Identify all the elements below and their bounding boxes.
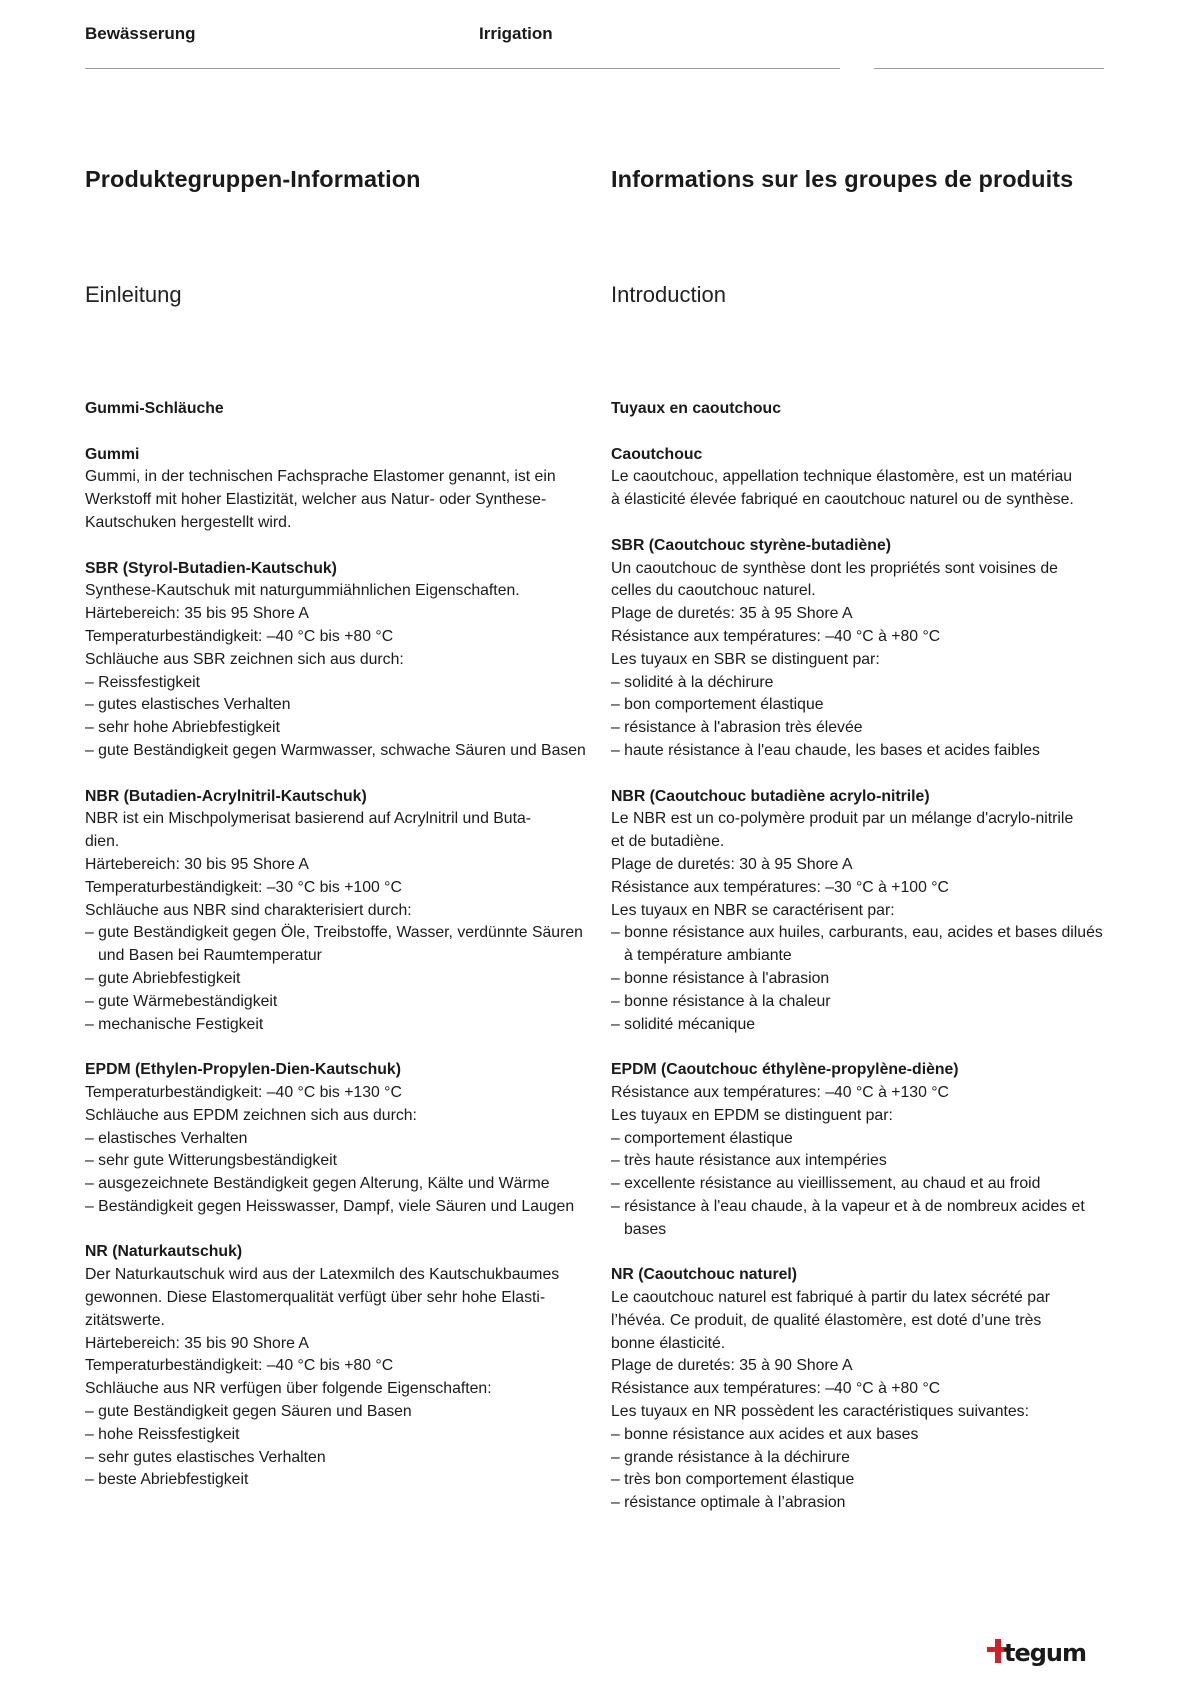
text-line: celles du caoutchouc naturel.	[611, 582, 816, 600]
list-item: – gute Beständigkeit gegen Säuren und Basen	[85, 1403, 412, 1421]
text-line: Résistance aux températures: –40 °C à +80 °C	[611, 627, 941, 645]
text-line: Les tuyaux en EPDM se distinguent par:	[611, 1106, 893, 1124]
block-title: EPDM (Ethylen-Propylen-Dien-Kautschuk)	[85, 1061, 401, 1079]
text-line: Résistance aux températures: –40 °C à +130 °C	[611, 1083, 949, 1101]
list-item: – haute résistance à l'eau chaude, les bases et acides faibles	[611, 741, 1040, 759]
block-title: NBR (Butadien-Acrylnitril-Kautschuk)	[85, 787, 367, 805]
block-title: NR (Naturkautschuk)	[85, 1243, 243, 1261]
text-line: Temperaturbeständigkeit: –40 °C bis +130 °C	[85, 1083, 402, 1101]
logo-cross-stem	[995, 1639, 1001, 1663]
list-item: – comportement élastique	[611, 1129, 793, 1147]
list-item: – gute Wärmebeständigkeit	[85, 992, 278, 1010]
list-item: – bonne résistance aux huiles, carburants, eau, acides et bases dilués à température ambiante	[611, 924, 1103, 965]
text-line: NBR ist ein Mischpolymerisat basierend auf Acrylnitril und Buta-	[85, 810, 532, 828]
list-item: – gutes elastisches Verhalten	[85, 696, 291, 714]
header-rule-side	[874, 68, 1104, 69]
list-item: – bonne résistance à la chaleur	[611, 992, 831, 1010]
list-item: – Beständigkeit gegen Heisswasser, Dampf, viele Säuren und Laugen	[85, 1197, 575, 1215]
list-item: – hohe Reissfestigkeit	[85, 1425, 240, 1443]
subtitle-fr: Introduction	[611, 282, 726, 307]
text-line: Härtebereich: 35 bis 95 Shore A	[85, 605, 309, 623]
text-line: dien.	[85, 833, 120, 851]
list-item: – résistance à l'abrasion très élevée	[611, 719, 863, 737]
text-line: Synthese-Kautschuk mit naturgummiähnlichen Eigenschaften.	[85, 582, 520, 600]
list-item: – solidité à la déchirure	[611, 673, 774, 691]
list-item: – Reissfestigkeit	[85, 673, 201, 691]
german-column	[85, 398, 590, 1515]
list-item: – mechanische Festigkeit	[85, 1015, 264, 1033]
list-item: – bonne résistance à l'abrasion	[611, 969, 830, 987]
subtitle-de: Einleitung	[85, 282, 182, 307]
text-line: Plage de duretés: 35 à 90 Shore A	[611, 1357, 853, 1375]
page-title-fr: Informations sur les groupes de produits	[611, 166, 1074, 192]
text-line: zitätswerte.	[85, 1311, 165, 1329]
text-line: Der Naturkautschuk wird aus der Latexmilch des Kautschukbaumes	[85, 1266, 560, 1284]
block-title: Caoutchouc	[611, 445, 703, 463]
block-nbr	[85, 786, 590, 1037]
list-item: – résistance à l'eau chaude, à la vapeur et à de nombreux acides et bases	[611, 1197, 1085, 1238]
text-line: Le caoutchouc, appellation technique élastomère, est un matériau	[611, 468, 1073, 486]
list-item: – elastisches Verhalten	[85, 1129, 248, 1147]
text-line: et de butadiène.	[611, 833, 725, 851]
block-title: NR (Caoutchouc naturel)	[611, 1266, 798, 1284]
header-rule-main	[85, 68, 840, 69]
section-title: Tuyaux en caoutchouc	[611, 400, 781, 417]
list-item: – gute Beständigkeit gegen Warmwasser, schwache Säuren und Basen	[85, 741, 586, 759]
tegum-logo	[985, 1637, 1105, 1667]
french-column	[611, 398, 1111, 1538]
block-title: Gummi	[85, 445, 140, 463]
list-item: – gute Abriebfestigkeit	[85, 969, 241, 987]
text-line: Le NBR est un co-polymère produit par un mélange d'acrylo-nitrile	[611, 810, 1074, 828]
section-title: Gummi-Schläuche	[85, 400, 224, 417]
block-epdm	[611, 1059, 1111, 1241]
text-line: Schläuche aus SBR zeichnen sich aus durch:	[85, 650, 404, 668]
block-sbr	[611, 535, 1111, 763]
text-line: Werkstoff mit hoher Elastizität, welcher aus Natur- oder Synthese-	[85, 491, 547, 509]
block-gummi	[85, 444, 590, 535]
text-line: Gummi, in der technischen Fachsprache Elastomer genannt, ist ein	[85, 468, 556, 486]
text-line: bonne élasticité.	[611, 1334, 726, 1352]
block-title: EPDM (Caoutchouc éthylène-propylène-diène)	[611, 1061, 959, 1079]
text-line: Härtebereich: 35 bis 90 Shore A	[85, 1334, 309, 1352]
text-line: Temperaturbeständigkeit: –40 °C bis +80 °C	[85, 627, 394, 645]
list-item: – grande résistance à la déchirure	[611, 1448, 850, 1466]
text-line: Le caoutchouc naturel est fabriqué à partir du latex sécrété par	[611, 1289, 1051, 1307]
text-line: Plage de duretés: 30 à 95 Shore A	[611, 855, 853, 873]
block-title: SBR (Styrol-Butadien-Kautschuk)	[85, 559, 337, 577]
text-line: Schläuche aus NR verfügen über folgende Eigenschaften:	[85, 1380, 492, 1398]
logo-wordmark: tegum	[1004, 1639, 1087, 1667]
block-nbr	[611, 786, 1111, 1037]
list-item: – bonne résistance aux acides et aux bases	[611, 1425, 919, 1443]
block-caoutchouc	[611, 444, 1111, 512]
header-right-label: Irrigation	[479, 24, 553, 43]
block-nr	[611, 1264, 1111, 1515]
text-line: Les tuyaux en NBR se caractérisent par:	[611, 901, 895, 919]
list-item: – sehr hohe Abriebfestigkeit	[85, 719, 280, 737]
text-line: Temperaturbeständigkeit: –40 °C bis +80 °C	[85, 1357, 394, 1375]
list-item: – gute Beständigkeit gegen Öle, Treibstoffe, Wasser, verdünnte Säuren und Basen bei Raumtemperatur	[85, 924, 583, 965]
list-item: – très bon comportement élastique	[611, 1471, 855, 1489]
list-item: – sehr gute Witterungsbeständigkeit	[85, 1152, 338, 1170]
list-item: – bon comportement élastique	[611, 696, 824, 714]
text-line: Un caoutchouc de synthèse dont les propriétés sont voisines de	[611, 559, 1058, 577]
block-nr	[85, 1241, 590, 1492]
block-title: NBR (Caoutchouc butadiène acrylo-nitrile)	[611, 787, 930, 805]
text-line: Résistance aux températures: –30 °C à +100 °C	[611, 878, 949, 896]
text-line: Schläuche aus EPDM zeichnen sich aus durch:	[85, 1106, 417, 1124]
block-title: SBR (Caoutchouc styrène-butadiène)	[611, 536, 891, 554]
list-item: – résistance optimale à l’abrasion	[611, 1494, 846, 1512]
block-sbr	[85, 558, 590, 763]
list-item: – solidité mécanique	[611, 1015, 756, 1033]
text-line: gewonnen. Diese Elastomerqualität verfügt über sehr hohe Elasti-	[85, 1289, 546, 1307]
text-line: Les tuyaux en NR possèdent les caractéristiques suivantes:	[611, 1403, 1029, 1421]
text-line: Résistance aux températures: –40 °C à +80 °C	[611, 1380, 941, 1398]
list-item: – beste Abriebfestigkeit	[85, 1471, 249, 1489]
text-line: Les tuyaux en SBR se distinguent par:	[611, 650, 880, 668]
text-line: à élasticité élevée fabriqué en caoutchouc naturel ou de synthèse.	[611, 491, 1074, 509]
list-item: – ausgezeichnete Beständigkeit gegen Alterung, Kälte und Wärme	[85, 1175, 550, 1193]
page-title-de: Produktegruppen-Information	[85, 166, 421, 192]
text-line: Härtebereich: 30 bis 95 Shore A	[85, 855, 309, 873]
list-item: – très haute résistance aux intempéries	[611, 1152, 887, 1170]
text-line: Temperaturbeständigkeit: –30 °C bis +100 °C	[85, 878, 402, 896]
text-line: l’hévéa. Ce produit, de qualité élastomère, est doté d’une très	[611, 1311, 1042, 1329]
list-item: – excellente résistance au vieillissement, au chaud et au froid	[611, 1175, 1041, 1193]
list-item: – sehr gutes elastisches Verhalten	[85, 1448, 326, 1466]
header-left-label: Bewässerung	[85, 24, 196, 43]
text-line: Plage de duretés: 35 à 95 Shore A	[611, 605, 853, 623]
text-line: Kautschuken hergestellt wird.	[85, 513, 292, 531]
block-epdm	[85, 1059, 590, 1219]
text-line: Schläuche aus NBR sind charakterisiert durch:	[85, 901, 412, 919]
